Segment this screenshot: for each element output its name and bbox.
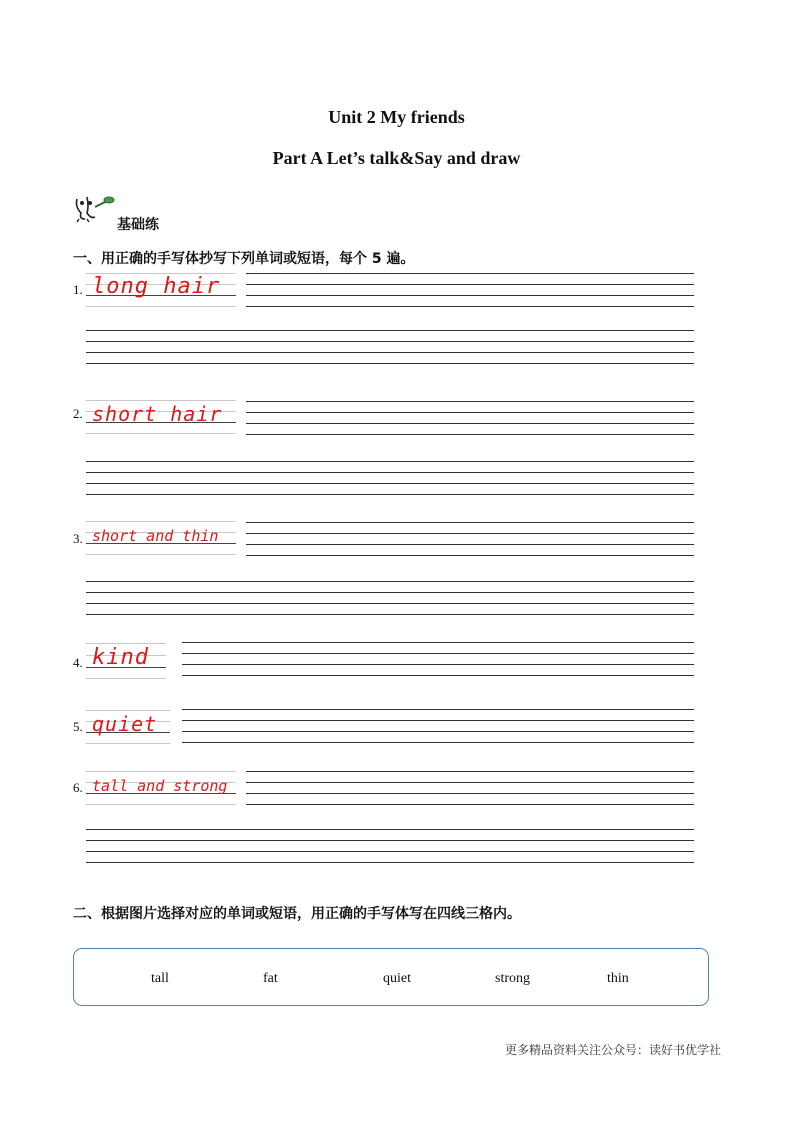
item-number: 3. — [73, 531, 83, 546]
sample-word-cell — [86, 400, 236, 434]
writing-lines[interactable] — [246, 401, 694, 435]
footer-note: 更多精品资料关注公众号：读好书优学社 — [504, 1043, 721, 1057]
writing-lines[interactable] — [182, 709, 694, 743]
word-bank-box — [73, 948, 709, 1006]
item-number: 5. — [73, 719, 83, 734]
sample-word-cell — [86, 273, 236, 307]
item-number: 6. — [73, 780, 83, 795]
writing-lines[interactable] — [246, 273, 694, 307]
mascot-icon — [73, 193, 115, 223]
sample-word: long hair — [92, 274, 221, 299]
word-bank-item: fat — [263, 971, 278, 986]
sample-word-cell — [86, 643, 166, 679]
sample-word: quiet — [92, 712, 158, 736]
section1-heading: 一、用正确的手写体抄写下列单词或短语，每个 5 遍。 — [73, 251, 415, 267]
writing-lines[interactable] — [246, 522, 694, 556]
word-bank-item: thin — [607, 971, 629, 986]
word-bank-item: tall — [151, 971, 169, 986]
sample-word: short and thin — [92, 527, 219, 545]
word-bank-item: quiet — [383, 971, 411, 986]
item-number: 1. — [73, 282, 83, 297]
page-title: Unit 2 My friends — [328, 107, 465, 127]
writing-lines[interactable] — [86, 461, 694, 495]
sample-word: tall and strong — [92, 777, 228, 795]
section2-heading: 二、根据图片选择对应的单词或短语，用正确的手写体写在四线三格内。 — [73, 906, 521, 922]
writing-lines[interactable] — [246, 771, 694, 805]
writing-lines[interactable] — [86, 829, 694, 863]
basic-practice-label: 基础练 — [117, 217, 159, 233]
item-number: 4. — [73, 655, 83, 670]
sample-word: kind — [92, 645, 149, 670]
page-subtitle: Part A Let’s talk&Say and draw — [272, 148, 521, 168]
sample-word-cell — [86, 521, 236, 555]
writing-lines[interactable] — [86, 330, 694, 364]
sample-word-cell — [86, 710, 170, 744]
sample-word: short hair — [92, 402, 223, 426]
writing-lines[interactable] — [182, 642, 694, 676]
word-bank-item: strong — [495, 971, 530, 986]
item-number: 2. — [73, 406, 83, 421]
writing-lines[interactable] — [86, 581, 694, 615]
sample-word-cell — [86, 771, 236, 805]
